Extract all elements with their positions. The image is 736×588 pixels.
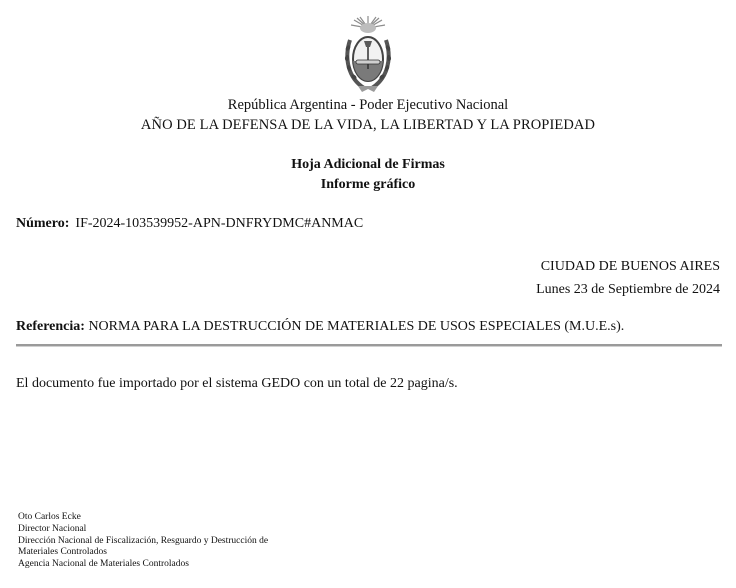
header-year-motto: AÑO DE LA DEFENSA DE LA VIDA, LA LIBERTAD Y LA PROPIEDAD — [140, 117, 596, 133]
escudo-nacional-icon — [340, 14, 396, 94]
document-number — [16, 216, 363, 232]
divider — [16, 344, 722, 347]
reference-label: Referencia: — [16, 319, 85, 334]
signature-block — [18, 512, 318, 571]
signer-office-line1: Dirección Nacional de Fiscalización, Resguardo y Destrucción de — [18, 535, 269, 546]
reference — [16, 319, 624, 335]
signer-role: Director Nacional — [18, 523, 87, 534]
document-subtitle: Informe gráfico — [320, 177, 416, 192]
signer-agency: Agencia Nacional de Materiales Controlados — [18, 559, 189, 570]
document-date: Lunes 23 de Septiembre de 2024 — [536, 282, 720, 297]
signer-name: Oto Carlos Ecke — [18, 512, 81, 522]
document-number-label: Número: — [16, 216, 70, 231]
body-text: El documento fue importado por el sistema GEDO con un total de 22 pagina/s. — [16, 376, 458, 391]
header-government: República Argentina - Poder Ejecutivo Nacional — [227, 97, 509, 113]
document-title: Hoja Adicional de Firmas — [291, 157, 445, 172]
document-number-value: IF-2024-103539952-APN-DNFRYDMC#ANMAC — [75, 216, 364, 231]
signer-office-line2: Materiales Controlados — [18, 547, 107, 558]
location-city: CIUDAD DE BUENOS AIRES — [540, 259, 720, 274]
reference-value: NORMA PARA LA DESTRUCCIÓN DE MATERIALES DE USOS ESPECIALES (M.U.E.s). — [88, 319, 625, 334]
